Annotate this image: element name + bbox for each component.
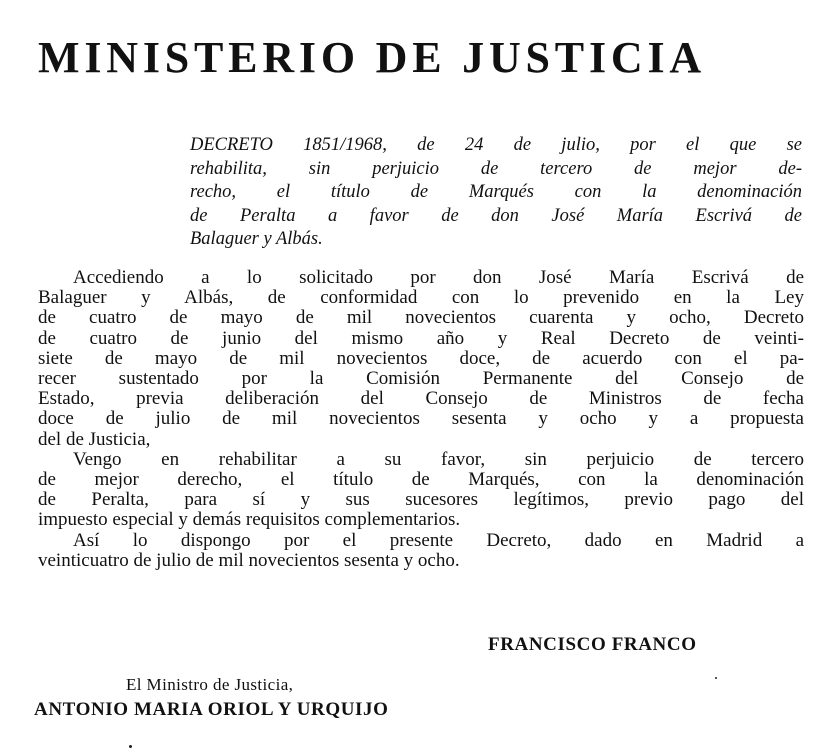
signature-francisco-franco: FRANCISCO FRANCO (488, 634, 697, 655)
summary-line: recho, el título de Marqués con la denominación (190, 182, 802, 202)
body-line: Accediendo a lo solicitado por don José María Escrivá de (73, 267, 804, 288)
body-line: Así lo dispongo por el presente Decreto, dado en Madrid a (73, 529, 804, 551)
body-line: recer sustentado por la Comisión Permanente del Consejo de (38, 368, 804, 390)
body-line: de mejor derecho, el título de Marqués, con la denominación (38, 469, 804, 491)
body-line: Estado, previa deliberación del Consejo de Ministros de fecha (38, 388, 804, 410)
summary-line: de Peralta a favor de don José María Escrivá de (190, 205, 802, 226)
minister-name: ANTONIO MARIA ORIOL Y URQUIJO (34, 699, 389, 720)
body-line: de cuatro de junio del mismo año y Real Decreto de veinti- (38, 327, 804, 349)
minister-title: El Ministro de Justicia, (126, 675, 294, 694)
body-line: Vengo en rehabilitar a su favor, sin perjuicio de tercero (73, 448, 804, 470)
body-line: siete de mayo de mil novecientos doce, de acuerdo con el pa- (38, 347, 804, 369)
summary-line: rehabilita, sin perjuicio de tercero de mejor de- (190, 158, 802, 179)
decree-summary (190, 134, 802, 252)
body-line: de cuatro de mayo de mil novecientos cuarenta y ocho, Decreto (38, 307, 804, 329)
body-line: impuesto especial y demás requisitos complementarios. (38, 509, 461, 531)
body-line: de Peralta, para sí y sus sucesores legítimos, previo pago del (38, 489, 804, 511)
body-line: doce de julio de mil novecientos sesenta y ocho y a propuesta (38, 408, 804, 430)
summary-line: Balaguer y Albás. (190, 229, 323, 249)
ministry-heading: MINISTERIO DE JUSTICIA (38, 33, 706, 82)
decree-body (38, 268, 804, 571)
body-line: veinticuatro de julio de mil novecientos sesenta y ocho. (38, 549, 460, 571)
summary-line: DECRETO 1851/1968, de 24 de julio, por el que se (190, 135, 802, 155)
body-line: del de Justicia, (38, 428, 151, 450)
body-line: Balaguer y Albás, de conformidad con lo prevenido en la Ley (38, 287, 804, 309)
print-speck (715, 677, 717, 679)
print-speck (129, 745, 132, 748)
